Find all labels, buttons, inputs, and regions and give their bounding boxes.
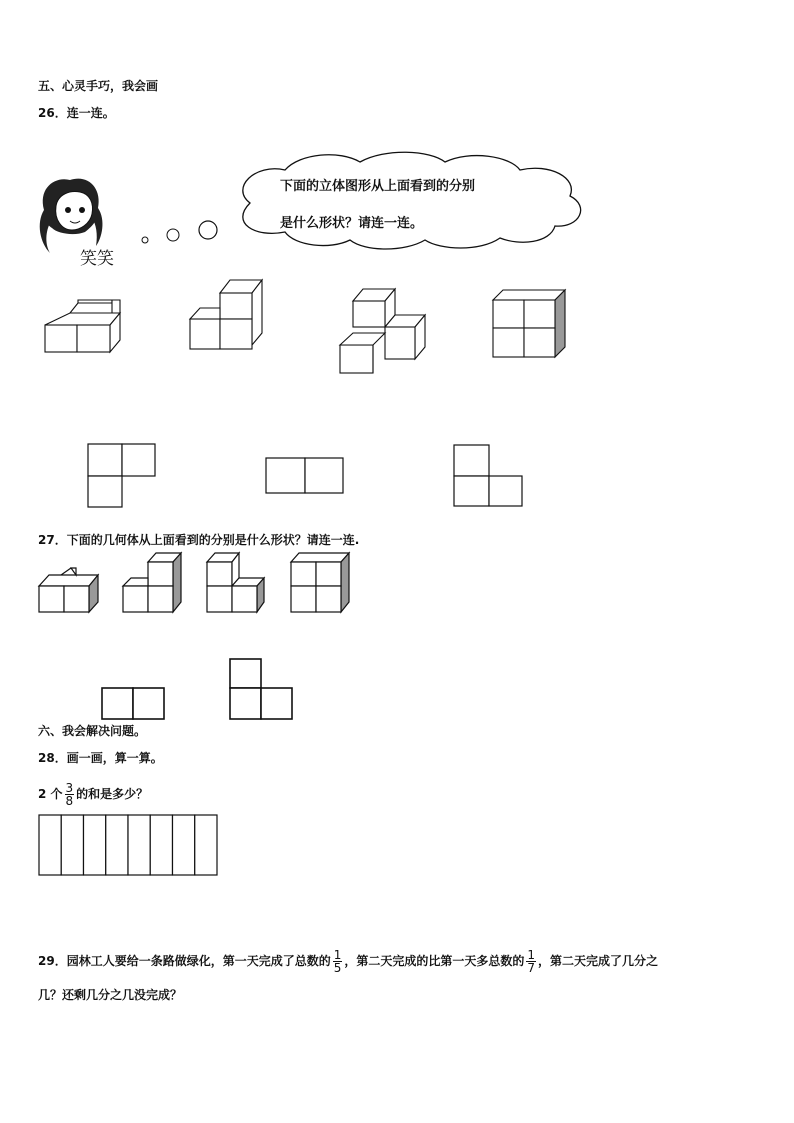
q27-view-b (230, 659, 292, 719)
q26-view-c (454, 445, 522, 506)
section-5-title: 五、心灵手巧，我会画 (38, 79, 159, 93)
q28-prefix: 2 个 (38, 787, 63, 801)
bubble-text-line-2: 是什么形状？请连一连。 (280, 216, 424, 231)
q29-part-1: 29．园林工人要给一条路做绿化，第一天完成了总数的 (38, 954, 331, 968)
q27-solid-1 (39, 568, 98, 612)
q26-solid-2 (190, 280, 262, 349)
q27-solids (36, 550, 356, 616)
section-6-title: 六、我会解决问题。 (38, 724, 147, 738)
fraction-one-seventh (526, 949, 536, 974)
question-29-line-1 (38, 946, 658, 976)
thought-dot-small (142, 237, 148, 243)
bubble-text-line-1: 下面的立体图形从上面看到的分别 (280, 179, 476, 194)
q26-top-views (85, 440, 530, 512)
q27-solid-3 (207, 553, 264, 612)
fraction-denominator: 5 (333, 961, 342, 975)
q26-view-a (88, 444, 155, 507)
thought-dot-large (199, 221, 217, 239)
q26-view-b (266, 458, 343, 493)
strip-part (84, 815, 106, 875)
fraction-strip (37, 813, 219, 877)
question-28-label: 28．画一画，算一算。 (38, 751, 163, 765)
thought-bubble-illustration (30, 148, 590, 273)
q27-top-views (98, 655, 298, 723)
strip-part (61, 815, 83, 875)
q26-solid-4 (493, 290, 565, 357)
fraction-one-fifth (333, 949, 343, 974)
question-29-line-2: 几？还剩几分之几没完成？ (38, 988, 183, 1002)
fraction-denominator: 8 (65, 794, 74, 808)
q28-suffix: 的和是多少？ (76, 787, 149, 801)
strip-part (128, 815, 150, 875)
fraction-denominator: 7 (527, 961, 535, 975)
q26-solid-3 (340, 289, 425, 373)
cloud-shape (243, 152, 581, 249)
q26-solid-1 (45, 300, 120, 352)
character-name: 笑笑 (80, 249, 114, 269)
strip-part (150, 815, 172, 875)
strip-part (39, 815, 61, 875)
q27-solid-2 (123, 553, 181, 612)
thought-dot-medium (167, 229, 179, 241)
girl-character-icon (40, 179, 103, 253)
fraction-numerator: 3 (65, 781, 74, 795)
q26-solids (40, 275, 580, 380)
fraction-numerator: 1 (333, 948, 342, 962)
question-26-label: 26．连一连。 (38, 106, 115, 120)
q27-solid-4 (291, 553, 349, 612)
fraction-numerator: 1 (527, 948, 535, 962)
strip-part (195, 815, 217, 875)
question-28-text (38, 780, 148, 808)
fraction-three-eighths (65, 782, 75, 807)
question-27-label: 27．下面的几何体从上面看到的分别是什么形状？请连一连. (38, 533, 360, 547)
q29-part-3: ，第二天完成了几分之 (538, 954, 659, 968)
strip-part (173, 815, 195, 875)
q27-view-a (102, 688, 164, 719)
q29-part-2: ，第二天完成的比第一天多总数的 (344, 954, 525, 968)
strip-part (106, 815, 128, 875)
